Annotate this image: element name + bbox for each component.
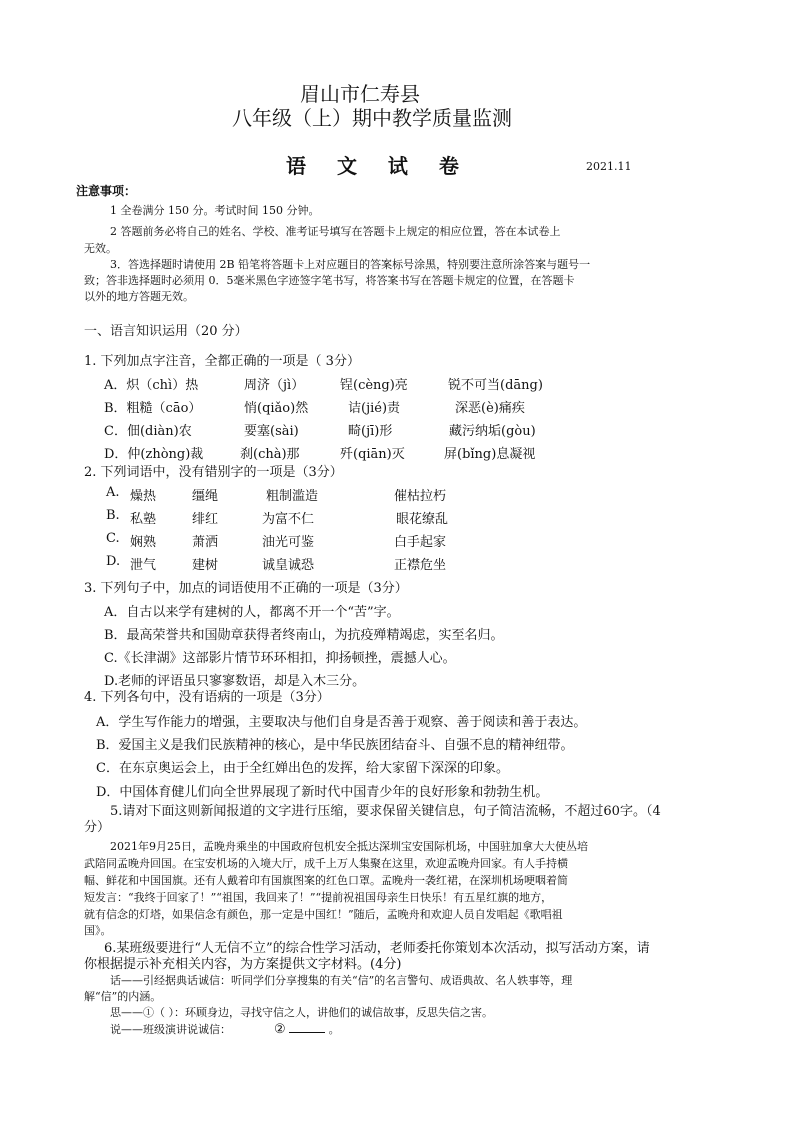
question-4-stem: 4. 下列各句中，没有语病的一项是（3分） bbox=[84, 690, 330, 705]
exam-date: 2021.11 bbox=[586, 160, 632, 173]
question-6-stem-cont: 你根据提示补充相关内容，为方案提供文字材料。(4分) bbox=[84, 957, 402, 972]
question-3-option-c: C.《长津湖》这部影片情节环环相扣，抑扬顿挫，震撼人心。 bbox=[104, 651, 456, 666]
activity-line-2: 思——①（ ）：环顾身边，寻找守信之人，讲他们的诚信故事，反思失信之害。 bbox=[110, 1006, 493, 1019]
activity-line-1-cont: 解“信”的内涵。 bbox=[84, 990, 162, 1003]
question-3-stem: 3. 下列句子中，加点的词语使用不正确的一项是（3分） bbox=[84, 581, 408, 596]
question-3-option-b: B．最高荣誉共和国勋章获得者终南山，为抗疫殚精竭虑，实至名归。 bbox=[104, 628, 504, 643]
notice-item-3-cont2: 以外的地方答题无效。 bbox=[84, 290, 194, 303]
question-5-stem-cont: 分） bbox=[84, 820, 111, 835]
notice-heading: 注意事项： bbox=[76, 184, 137, 198]
section-heading: 一、语言知识运用（20 分） bbox=[84, 324, 248, 339]
answer-blank-number: ② bbox=[274, 1022, 286, 1037]
exam-title: 八年级（上）期中教学质量监测 bbox=[232, 106, 512, 130]
activity-line-3-end: 。 bbox=[328, 1023, 340, 1036]
question-2-stem: 2. 下列词语中，没有错别字的一项是（3分） bbox=[84, 465, 343, 480]
subject-title: 语 文 试 卷 bbox=[286, 154, 471, 178]
notice-item-1: 1 全卷满分 150 分。考试时间 150 分钟。 bbox=[110, 204, 320, 217]
question-4-option-c: C．在东京奥运会上，由于全红婵出色的发挥，给大家留下深深的印象。 bbox=[96, 761, 509, 776]
question-5-stem: 5.请对下面这则新闻报道的文字进行压缩，要求保留关键信息，句子简洁流畅，不超过60字。（4 bbox=[110, 804, 661, 819]
activity-line-3-label: 说——班级演讲说诚信： bbox=[110, 1023, 231, 1036]
answer-blank[interactable] bbox=[289, 1020, 325, 1033]
question-6-stem: 6.某班级要进行“人无信不立”的综合性学习活动，老师委托你策划本次活动，拟写活动方案，请 bbox=[104, 941, 650, 956]
notice-item-2-cont: 无效。 bbox=[84, 242, 117, 255]
notice-item-2: 2 答题前务必将自己的姓名、学校、准考证号填写在答题卡上规定的相应位置，答在本试卷上 bbox=[110, 225, 561, 238]
question-3-option-a: A．自古以来学有建树的人，都离不开一个“苦”字。 bbox=[104, 605, 400, 620]
activity-line-3 bbox=[110, 1020, 340, 1037]
question-4-option-a: A．学生写作能力的增强，主要取决与他们自身是否善于观察、善于阅读和善于表达。 bbox=[96, 715, 587, 730]
question-4-option-b: B．爱国主义是我们民族精神的核心，是中华民族团结奋斗、自强不息的精神纽带。 bbox=[96, 738, 574, 753]
question-3-option-d: D.老师的评语虽只寥寥数语，却是入木三分。 bbox=[104, 674, 366, 689]
notice-item-3-cont: 致；答非选择题时必须用 0．5毫米黑色字迹签字笔书写，将答案书写在答题卡规定的位置，在答题卡 bbox=[84, 274, 575, 287]
question-1-stem: 1. 下列加点字注音，全都正确的一项是（ 3分） bbox=[84, 354, 360, 369]
question-4-option-d: D．中国体育健儿们向全世界展现了新时代中国青少年的良好形象和勃勃生机。 bbox=[96, 785, 549, 800]
activity-line-1: 话——引经据典话诚信：听同学们分享搜集的有关“信”的名言警句、成语典故、名人轶事等，理 bbox=[110, 974, 573, 987]
exam-region-title: 眉山市仁寿县 bbox=[300, 82, 420, 106]
notice-item-3: 3．答选择题时请使用 2B 铅笔将答题卡上对应题目的答案标号涂黑，特别要注意所涂答案与题号一 bbox=[110, 258, 591, 271]
